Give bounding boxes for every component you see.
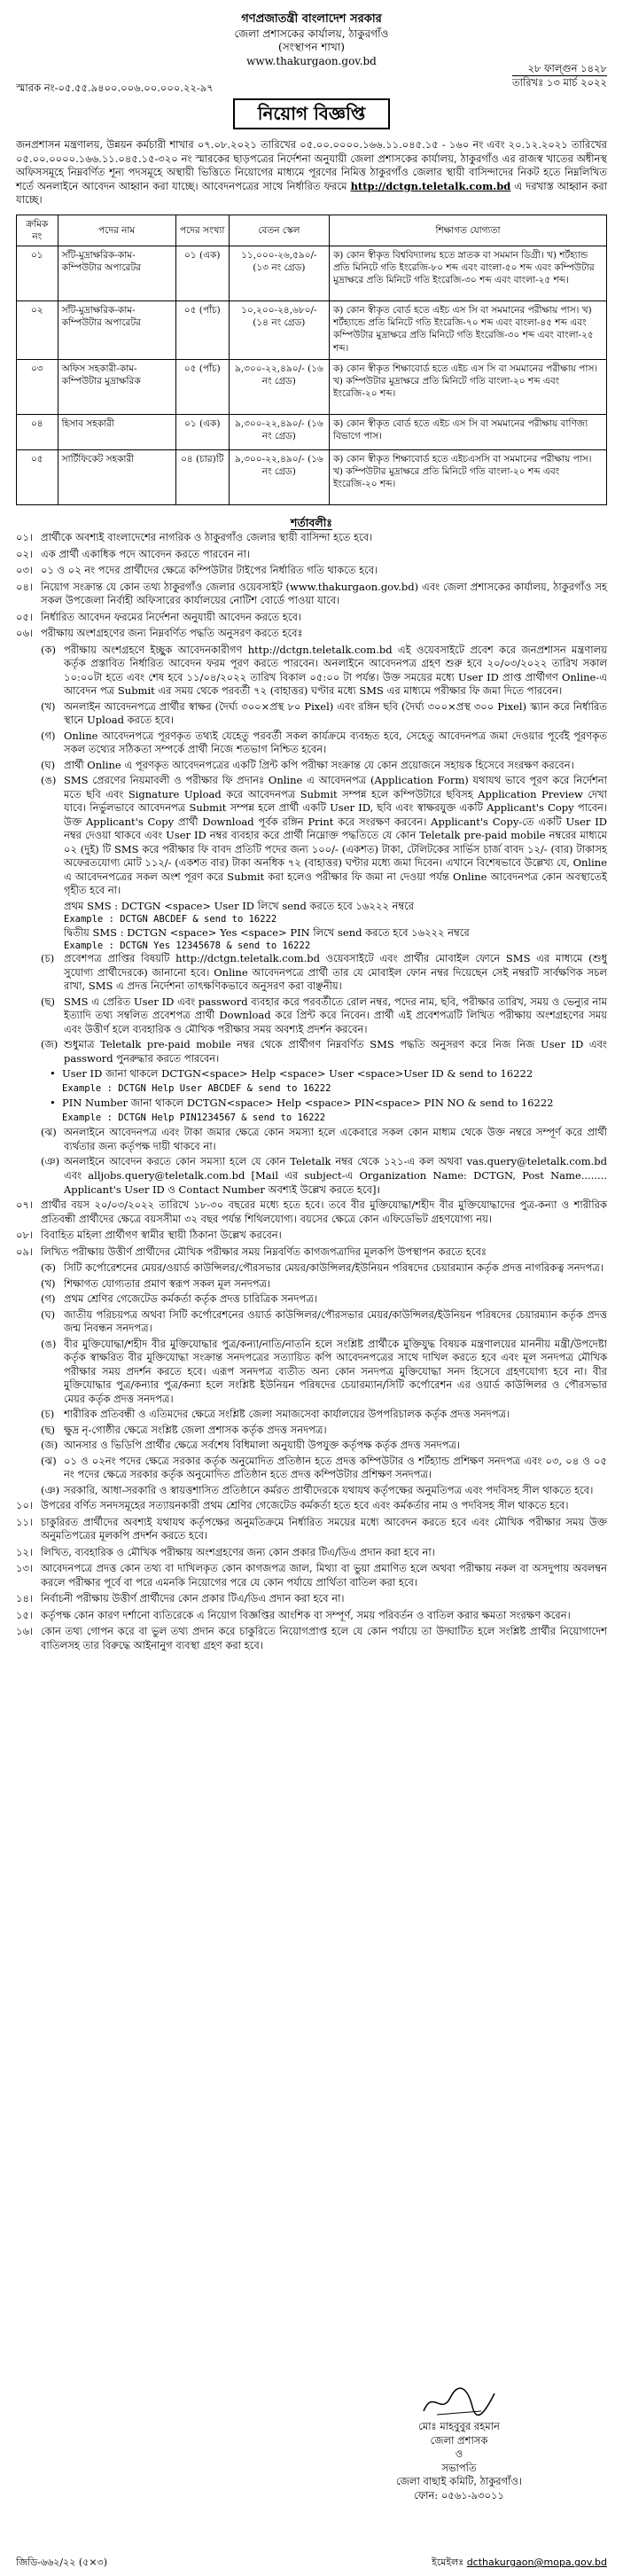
sms-first-label: প্রথম SMS : DCTGN <space> User ID লিখে send করতে হবে ১৬২২২ নম্বরে: [64, 899, 415, 912]
row-pay-scale: ১১,০০০-২৬,৫৯০/- (১৩ নং গ্রেড): [229, 246, 329, 301]
col-qualification: শিক্ষাগত যোগ্যতা: [329, 215, 606, 246]
footer-email: [432, 2556, 607, 2570]
condition-item: ১৫। কর্তৃপক্ষ কোন কারণ দর্শানো ব্যতিরেকে এ নিয়োগ বিজ্ঞপ্তির আংশিক বা সম্পূর্ণ, সময় পরিবর্তন ও বাতিল করার ক্ষমতা সংরক্ষণ করেন।: [16, 1608, 571, 1621]
sub-item: (ঝ) ০১ ও ০২নং পদের ক্ষেত্রে সরকার কর্তৃক অনুমোদিত প্রতিষ্ঠান হতে প্রদত্ত কম্পিউটার ও শর্টহ্যান্ড প্রশিক্ষণ সনদপত্র এবং ০৩, ০৪ ও ০৫ নং পদের ক্ষেত্রে সরকার কর্তৃক অনুমোদিত প্রতিষ্ঠান হতে প্রদত্ত কম্পিউটার প্রশিক্ষণ সনদপত্র।: [41, 1454, 607, 1481]
sms-second-label: দ্বিতীয় SMS : DCTGN <space> Yes <space> PIN লিখে send করতে হবে ১৬২২২ নম্বরে: [64, 925, 470, 939]
sub-item: (ক) সিটি কর্পোরেশনের মেয়র/ওয়ার্ড কাউন্সিলর/পৌরসভার মেয়র/কাউন্সিলর/ইউনিয়ন পরিষদের চেয়ারম্যান কর্তৃক প্রদত্ত নাগরিকত্ব সনদপত্র।: [41, 1261, 604, 1275]
bullet-item: • PIN Number জানা থাকলে DCTGN<space> Help <space> PIN<space> PIN NO & send to 16222 Example : DCTGN Help PIN1234567 & send to 16222: [50, 1097, 554, 1123]
signatory-role: সভাপতি: [441, 2461, 477, 2474]
sub-item: (খ) অনলাইন আবেদনপত্রে প্রার্থীর স্বাক্ষর (দৈর্ঘ্য ৩০০×প্রস্থ ৮০ Pixel) এবং রঙ্গিন ছবি (দৈর্ঘ্য ৩০০×প্রস্থ ৩০০ Pixel) স্ক্যান করে নির্ধারিত স্থানে Upload করতে হবে।: [41, 699, 607, 727]
row-serial: ০৪: [17, 415, 58, 450]
application-procedure: [16, 644, 607, 1197]
condition-item: ১৪। নির্বাচনী পরীক্ষায় উত্তীর্ণ প্রার্থীদের কোন প্রকার টিএ/ডিএ প্রদান করা হবে না।: [16, 1592, 345, 1605]
table-row: [17, 301, 607, 360]
row-serial: ০২: [17, 301, 58, 360]
email-link[interactable]: dcthakurgaon@mopa.gov.bd: [466, 2556, 607, 2568]
row-pay-scale: ১০,২০০-২৪,৬৮০/- (১৪ নং গ্রেড): [229, 301, 329, 360]
signature-block: [348, 2385, 570, 2502]
condition-item: ০৩। ০১ ও ০২ নং পদের প্রার্থীদের ক্ষেত্রে কম্পিউটার টাইপের নির্ধারিত গতি থাকতে হবে।: [16, 564, 378, 577]
row-qualification: ক) কোন স্বীকৃত শিক্ষাবোর্ড হতে এইচএসসি বা সমমানের পরীক্ষায় পাস। খ) কম্পিউটার মুদ্রাক্ষরে প্রতি মিনিটে গতি বাংলা-২০ শব্দ এবং ইংরেজি-২০ শব্দ।: [329, 450, 606, 505]
email-label: ইমেইলঃ: [432, 2556, 464, 2568]
conditions-list: [16, 531, 607, 1653]
sub-item: (জ) আনসার ও ভিডিপি প্রার্থীর ক্ষেত্রে সর্বশেষ বিধিমালা অনুযায়ী উপযুক্ত কর্তৃপক্ষ কর্তৃক প্রদত্ত সনদপত্র।: [41, 1439, 461, 1452]
table-row: [17, 450, 607, 505]
condition-item: ০৯। লিখিত পরীক্ষায় উত্তীর্ণ প্রার্থীদের মৌখিক পরীক্ষার সময় নিম্নবর্ণিত কাগজপত্রাদির মূলকপি উপস্থাপন করতে হবেঃ: [16, 1245, 487, 1258]
condition-item: ১৬। কোন তথ্য গোপন করে বা ভুল তথ্য প্রদান করে চাকুরিতে নিয়োগপ্রাপ্ত হলে যে কোন পর্যায়ে তা উদ্ঘাটিত হলে সংশ্লিষ্ট প্রার্থীর নিয়োগাদেশ বাতিলসহ তার বিরুদ্ধে আইনানুগ ব্যবস্থা গ্রহণ করা হবে।: [16, 1625, 607, 1651]
sub-item: (চ) প্রবেশপত্র প্রাপ্তির বিষয়টি http://dctgn.teletalk.com.bd ওয়েবসাইটে এবং প্রার্থীর মোবাইল ফোনে SMS এর মাধ্যমে (শুধু সুযোগ্য প্রার্থীদেরকে) জানানো হবে। Online আবেদনপত্রে প্রার্থী তার যে মোবাইল ফোন নম্বর দিয়েছেন সেই নম্বরটি সার্বক্ষণিক সচল রাখা, SMS এ প্রদত্ত নির্দেশনা তাৎক্ষণিকভাবে অনুসরণ করা বাঞ্ছনীয়।: [41, 952, 607, 993]
signatory-designation: জেলা প্রশাসক: [430, 2433, 488, 2447]
row-qualification: ক) কোন স্বীকৃত বোর্ড হতে এইচ এস সি বা সমমানের পরীক্ষায় পাস। খ) শর্টহ্যান্ডে প্রতি মিনিটে গতি ইংরেজি-৭০ শব্দ এবং বাংলা-৪৫ শব্দ এবং কম্পিউটার মুদ্রাক্ষরে প্রতি মিনিটে গতি ইংরেজি-৩০ শব্দ এবং বাংলা-২৫ শব্দ।: [329, 301, 606, 360]
table-row: [17, 415, 607, 450]
intro-suffix: এ দরখাস্ত আহ্বান করা যাচ্ছে।: [16, 179, 608, 207]
footer-code: জিডি-৬৬২/২২ (৫×৩): [16, 2556, 108, 2568]
table-header-row: [17, 215, 607, 246]
row-post-name: সাঁট-মুদ্রাক্ষরিক-কাম-কম্পিউটার অপারেটর: [58, 301, 175, 360]
condition-item: ১২। লিখিত, ব্যবহারিক ও মৌখিক পরীক্ষায় অংশগ্রহণের জন্য কোন প্রকার টিএ/ডিএ প্রদান করা হবে না।: [16, 1545, 435, 1558]
condition-item: ০৬। পরীক্ষায় অংশগ্রহণের জন্য নিম্নবর্ণিত পদ্ধতি অনুসরণ করতে হবেঃ: [16, 627, 303, 640]
condition-item: ০৮। বিবাহিত মহিলা প্রার্থীগণ স্বামীর স্থায়ী ঠিকানা উল্লেখ করবেন।: [16, 1229, 282, 1242]
row-pay-scale: ৯,৩০০-২২,৪৯০/- (১৬ নং গ্রেড): [229, 450, 329, 505]
date-label: তারিখঃ: [511, 76, 544, 90]
sub-item: (ঘ) প্রার্থী Online এ পূরণকৃত আবেদনপত্রের একটি প্রিন্ট কপি পরীক্ষা সংক্রান্ত যে কোন প্রয়োজনে সহায়ক হিসেবে সংরক্ষণ করবেন।: [41, 758, 574, 771]
required-documents: [16, 1261, 607, 1497]
row-post-name: হিসাব সহকারী: [58, 415, 175, 450]
condition-item: ০১। প্রার্থীকে অবশ্যই বাংলাদেশের নাগরিক ও ঠাকুরগাঁও জেলার স্থায়ী বাসিন্দা হতে হবে।: [16, 530, 373, 543]
condition-item: ১১। চাকুরিরত প্রার্থীদের অবশ্যই যথাযথ কর্তৃপক্ষের অনুমতিক্রমে নির্ধারিত সময়ের মধ্যে আবেদন করতে হবে এবং মৌখিক পরীক্ষার সময় উক্ত অনুমতিপত্রের মূলকপি প্রদর্শন করতে হবে।: [16, 1515, 607, 1542]
sub-item: (ঞ) সরকারি, আধা-সরকারি ও স্বায়ত্তশাসিত প্রতিষ্ঠানে কর্মরত প্রার্থীদেরকে যথাযথ কর্তৃপক্ষের অনুমতিপত্র এবং পদবিসহ সীল থাকতে হবে।: [41, 1483, 594, 1496]
signatory-name: মোঃ মাহবুবুর রহমান: [418, 2420, 500, 2432]
sub-item: (জ) শুধুমাত্র Teletalk pre-paid mobile নম্বর থেকে প্রার্থীগণ নিম্নবর্ণিত SMS পদ্ধতি অনুসরণ করে নিজ নিজ User ID এবং password পুনরুদ্ধার করতে পারবেন।: [41, 1038, 607, 1065]
website-link[interactable]: www.thakurgaon.gov.bd: [246, 55, 377, 68]
row-pay-scale: ৯,৩০০-২২,৪৯০/- (১৬ নং গ্রেড): [229, 360, 329, 415]
branch-name: (সংস্থাপন শাখা): [278, 41, 345, 54]
sms-second-example: Example : DCTGN Yes 12345678 & send to 16222: [64, 941, 311, 952]
signatory-committee: জেলা বাছাই কমিটি, ঠাকুরগাঁও।: [395, 2475, 523, 2488]
condition-item: ০৭। প্রার্থীর বয়স ২০/০৩/২০২২ তারিখে ১৮-৩০ বছরের মধ্যে হতে হবে। তবে বীর মুক্তিযোদ্ধা/শহীদ বীর মুক্তিযোদ্ধাদের পুত্র-কন্যা ও শারীরিক প্রতিবন্ধী প্রার্থীদের ক্ষেত্রে বয়সসীমা ৩২ বছর পর্যন্ত শিথিলযোগ্য। বয়সের ক্ষেত্রে কোন এফিডেভিট গ্রহণযোগ্য নয়।: [16, 1198, 607, 1225]
condition-item: ১৩। আবেদনপত্রে প্রদত্ত কোন তথ্য বা দাখিলকৃত কোন কাগজপত্র জাল, মিথ্যা বা ভুয়া প্রমাণিত হলে অথবা পরীক্ষায় নকল বা অসদুপায় অবলম্বন করলে পরীক্ষার পূর্বে বা পরে এমনকি নিয়োগের পরে যে কোন পর্যায়ে প্রার্থিতা বাতিল করা হবে।: [16, 1562, 607, 1589]
row-qualification: ক) কোন স্বীকৃত বোর্ড হতে এইচ এস সি বা সমমানের পরীক্ষায় বাণিজ্য বিভাগে পাস।: [329, 415, 606, 450]
date-block: [512, 62, 607, 90]
table-row: [17, 246, 607, 301]
col-pay-scale: বেতন স্কেল: [229, 215, 329, 246]
conditions-heading: শর্তাবলীঃ: [291, 516, 332, 530]
condition-item: ০৪। নিয়োগ সংক্রান্ত যে কোন তথ্য ঠাকুরগাঁও জেলার ওয়েবসাইট (www.thakurgaon.gov.bd) এবং জেলা প্রশাসকের কার্যালয়, ঠাকুরগাঁও সহ সকল উপজেলা নির্বাহী অফিসারের কার্যালয়ের নোটিশ বোর্ডে পাওয়া যাবে।: [16, 580, 607, 607]
row-post-count: ০৪ (চার)টি: [175, 450, 229, 505]
signature-image: [419, 2385, 499, 2420]
sub-item: (ঙ) SMS প্রেরণের নিয়মাবলী ও পরীক্ষার ফি প্রদানঃ Online এ আবেদনপত্র (Application Form) যথাযথ ভাবে পূরণ করে নির্দেশনা মতে ছবি এবং Signature Upload করে আবেদনপত্র Submit সম্পন্ন হলে কম্পিউটারে ছবিসহ Application Preview দেখা যাবে। নির্ভুলভাবে আবেদনপত্র Submit সম্পন্ন হলে প্রার্থী একটি User ID, ছবি এবং স্বাক্ষরযুক্ত একটি Applicant's Copy পাবেন। উক্ত Applicant's Copy প্রার্থী Download পূর্বক রঙ্গিন Print করে সংরক্ষণ করবেন। Applicant's Copy-তে একটি User ID নম্বর দেওয়া থাকবে এবং User ID নম্বর ব্যবহার করে প্রার্থী নিম্নোক্ত পদ্ধতিতে যে কোন Teletalk pre-paid mobile নম্বরের মাধ্যমে ০২ (দুই) টি SMS করে পরীক্ষার ফি বাবদ প্রতিটি পদের জন্য ১০০/- (একশত) টাকা, টেলিটকের সার্ভিস চার্জ বাবদ ১২/- (বার) টাকাসহ অফেরতযোগ্য মোট ১১২/- (একশত বার) টাকা অনধিক ৭২ (বাহাত্তর) ঘণ্টার মধ্যে জমা দিবেন। এখানে বিশেষভাবে উল্লেখ্য যে, Online এ আবেদনপত্রের সকল অংশ পূরণ করে Submit করা হলেও পরীক্ষার ফি জমা না দেওয়া পর্যন্ত Online আবেদনপত্র কোন অবস্থাতেই গৃহীত হবে না।: [41, 774, 607, 897]
date-english: ১৩ মার্চ ২০২২: [546, 76, 607, 90]
sub-item: (ঞ) অনলাইনে আবেদন করতে কোন সমস্যা হলে যে কোন Teletalk নম্বর থেকে ১২১-এ কল অথবা vas.query@teletalk.com.bd এবং alljobs.query@teletalk.com.bd [Mail এর subject-এ Organization Name: DCTGN, Post Name........ Applicant's User ID ও Contact Number অবশ্যই উল্লেখ করতে হবে]।: [41, 1155, 607, 1196]
table-row: [17, 360, 607, 415]
sub-item: (ঙ) বীর মুক্তিযোদ্ধা/শহীদ বীর মুক্তিযোদ্ধার পুত্র/কন্যা/নাতি/নাতনি হলে সংশ্লিষ্ট প্রার্থীকে মুক্তিযুদ্ধ বিষয়ক মন্ত্রণালয়ের মাননীয় মন্ত্রী/উপদেষ্টা কর্তৃক স্বাক্ষরিত বীর মুক্তিযোদ্ধা সংক্রান্ত সনদপত্রের সত্যায়িত কপি আবেদনপত্রের সাথে দাখিল করতে হবে এবং মূল সনদপত্র মৌখিক পরীক্ষার সময় প্রদর্শন করতে হবে। এরূপ সনদপত্র ব্যতীত অন্য কোন সনদপত্র মুক্তিযোদ্ধা সনদ হিসেবে গ্রহণযোগ্য হবে না। বীর মুক্তিযোদ্ধার পুত্র/কন্যার পুত্র/কন্যা হলে সংশ্লিষ্ট ইউনিয়ন পরিষদের চেয়ারম্যান/সিটি কর্পোরেশন এর ওয়ার্ড কাউন্সিলর ও পৌরসভার মেয়র কর্তৃক প্রদত্ত সনদপত্র।: [41, 1337, 607, 1405]
intro-text: জনপ্রশাসন মন্ত্রণালয়, উন্নয়ন কর্মচারী শাখার ০৭.০৮.২০২১ তারিখের ০৫.০০.০০০০.১৬৬.১১.০৪৫.১৫ - ১৬০ নং এবং ২০.১২.২০২১ তারিখের ০৫.০০.০০০০.১৬৬.১১.০৪৫.১৫-৩২০ নং স্মারকের ছাড়পত্রের নির্দেশনা অনুযায়ী জেলা প্রশাসকের কার্যালয়, ঠাকুরগাঁও এর রাজস্ব খাতের অধীনস্থ অফিসসমূহে নিম্নবর্ণিত শূন্য পদসমূহে অস্থায়ী ভিত্তিতে নিয়োগের মাধ্যমে পূরণের নিমিত্ত ঠাকুরগাঁও জেলার স্থায়ী বাসিন্দাদের নিকট হতে নিম্নলিখিত শর্তে অনলাইনে আবেদন আহ্বান করা যাচ্ছে। আবেদনপত্রের সাথে নির্ধারিত ফরমে: [16, 138, 607, 192]
row-post-name: অফিস সহকারী-কাম-কম্পিউটার মুদ্রাক্ষরিক: [58, 360, 175, 415]
memo-number: স্মারক নং-০৫.৫৫.৯৪০০.০০৬.০০.০০০.২২-৯৭: [16, 81, 214, 94]
condition-item: ০৫। নির্ধারিত আবেদন ফরমের নির্দেশনা অনুযায়ী আবেদন করতে হবে।: [16, 610, 301, 623]
government-name: গণপ্রজাতন্ত্রী বাংলাদেশ সরকার: [241, 12, 382, 26]
row-post-count: ০৫ (পাঁচ): [175, 301, 229, 360]
row-post-count: ০৫ (পাঁচ): [175, 360, 229, 415]
col-serial: ক্রমিক নং: [17, 215, 58, 246]
signature-scribble: [348, 2385, 570, 2420]
row-serial: ০৫: [17, 450, 58, 505]
condition-item: ১০। উপরের বর্ণিত সনদসমূহের সত্যায়নকারী প্রথম শ্রেণির গেজেটেড কর্মকর্তা হতে হবে এবং কর্মকর্তার নাম ও পদবিসহ সীল থাকতে হবে।: [16, 1499, 569, 1512]
office-name: জেলা প্রশাসকের কার্যালয়, ঠাকুরগাঁও: [234, 27, 389, 40]
sub-item: (ঝ) অনলাইনে আবেদনপত্র এবং টাকা জমার ক্ষেত্রে কোন সমস্যা হলে একেবারে সকল কোন মাধ্যম থেকে উক্ত নম্বরে সম্পূর্ণ করে প্রার্থী ব্যর্থতার জন্য কর্তৃপক্ষ দায়ী থাকবে না।: [41, 1126, 607, 1152]
row-post-count: ০১ (এক): [175, 246, 229, 301]
bullet-icon: •: [50, 1097, 56, 1110]
row-qualification: ক) কোন স্বীকৃত বিশ্ববিদ্যালয় হতে স্নাতক বা সমমান ডিগ্রী। খ) শর্টহ্যান্ড প্রতি মিনিটে গতি ইংরেজি-৮০ শব্দ এবং বাংলা-৫০ শব্দ এবং কম্পিউটার মুদ্রাক্ষরে প্রতি মিনিটে গতি ইংরেজি-৩০ শব্দ এবং বাংলা-২৫ শব্দ।: [329, 246, 606, 301]
row-serial: ০৩: [17, 360, 58, 415]
col-post-name: পদের নাম: [58, 215, 175, 246]
sub-item: (চ) শারীরিক প্রতিবন্ধী ও এতিমদের ক্ষেত্রে সংশ্লিষ্ট জেলা সমাজসেবা কার্যালয়ের উপপরিচালক কর্তৃক প্রদত্ত সনদপত্র।: [41, 1408, 510, 1421]
col-post-count: পদের সংখ্যা: [175, 215, 229, 246]
row-qualification: ক) কোন স্বীকৃত শিক্ষাবোর্ড হতে এইচ এস সি বা সমমানের পরীক্ষায় পাস। খ) কম্পিউটার মুদ্রাক্ষরে প্রতি মিনিটে গতি বাংলা-২০ শব্দ এবং ইংরেজি-২০ শব্দ।: [329, 360, 606, 415]
sub-item: (গ) Online আবেদনপত্রে পূরণকৃত তথ্যই যেহেতু পরবর্তী সকল কার্যক্রমে ব্যবহৃত হবে, সেহেতু আবেদনপত্র জমা দেওয়ার পূর্বেই পূরণকৃত সকল তথ্যের সঠিকতা সম্পর্কে প্রার্থী নিজে শতভাগ নিশ্চিত হবেন।: [41, 729, 607, 756]
posts-table: [16, 215, 607, 505]
row-post-name: সাঁট-মুদ্রাক্ষরিক-কাম-কম্পিউটার অপারেটর: [58, 246, 175, 301]
sub-item: (খ) শিক্ষাগত যোগ্যতার প্রমাণ স্বরূপ সকল মূল সনদপত্র।: [41, 1276, 271, 1290]
letterhead: [16, 12, 607, 69]
row-post-name: সার্টিফিকেট সহকারী: [58, 450, 175, 505]
sub-item: (ছ) ক্ষুদ্র নৃ-গোষ্ঠীর ক্ষেত্রে সংশ্লিষ্ট জেলা প্রশাসক কর্তৃক প্রদত্ত সনদপত্র।: [41, 1423, 327, 1436]
row-pay-scale: ৯,৩০০-২২,৪৯০/- (১৬ নং গ্রেড): [229, 415, 329, 450]
row-post-count: ০১ (এক): [175, 415, 229, 450]
sub-item: (ঘ) জাতীয় পরিচয়পত্র অথবা সিটি কর্পোরেশনের ওয়ার্ড কাউন্সিলর/পৌরসভার মেয়র/কাউন্সিলর/ইউনিয়ন পরিষদের চেয়ারম্যান কর্তৃক প্রদত্ত জন্ম নিবন্ধন সনদপত্র।: [41, 1308, 607, 1335]
bullet-icon: •: [50, 1067, 56, 1081]
sub-item: (ছ) SMS এ প্রেরিত User ID এবং password ব্যবহার করে পরবর্তীতে রোল নম্বর, পদের নাম, ছবি, পরীক্ষার তারিখ, সময় ও ভেন্যুর নাম ইত্যাদি তথ্য সম্বলিত প্রবেশপত্র প্রার্থী Download করে প্রিন্ট করে নিবেন। প্রার্থী এই প্রবেশপত্রটি লিখিত পরীক্ষায় অংশগ্রহণের সময় এবং উত্তীর্ণ হলে ব্যবহারিক ও মৌখিক পরীক্ষার সময় অবশ্যই প্রদর্শন করবেন।: [41, 995, 607, 1035]
intro-paragraph: [16, 138, 607, 207]
notice-title: নিয়োগ বিজ্ঞপ্তি: [233, 98, 391, 129]
sms-first-example: Example : DCTGN ABCDEF & send to 16222: [64, 914, 277, 925]
application-url-link[interactable]: http://dctgn.teletalk.com.bd: [350, 179, 511, 192]
date-bengali: ২৮ ফাল্গুন ১৪২৮: [512, 62, 607, 76]
sub-item: (গ) প্রথম শ্রেণির গেজেটেড কর্মকর্তা কর্তৃক প্রদত্ত চারিত্রিক সনদপত্র।: [41, 1292, 317, 1306]
signatory-phone: ফোন: ০৫৬১-৯৩০১১: [414, 2488, 504, 2502]
signatory-and: ও: [455, 2447, 463, 2461]
row-serial: ০১: [17, 246, 58, 301]
sms-instructions: [41, 900, 607, 952]
bullet-item: • User ID জানা থাকলে DCTGN<space> Help <space> User <space>User ID & send to 16222 Example : DCTGN Help User ABCDEF & send to 16222: [50, 1067, 533, 1094]
sub-item: (ক) পরীক্ষায় অংশগ্রহণে ইচ্ছুক আবেদনকারীগণ http://dctgn.teletalk.com.bd এই ওয়েবসাইটে প্রবেশ করে জনপ্রশাসন মন্ত্রণালয় কর্তৃক প্রস্তাবিত নির্ধারিত আবেদন ফরম পূরণ করতে পারবেন। অনলাইনে আবেদনপত্র গ্রহণ শুরু হবে ২০/০৩/২০২২ তারিখ সকাল ১০:০০টা হতে এবং শেষ হবে ১১/০৪/২০২২ তারিখ বিকাল ০৫:০০ টা পর্যন্ত। উক্ত সময়ের মধ্যে User ID প্রাপ্ত প্রার্থীগণ Online-এ আবেদন পত্র Submit এর সময় থেকে পরবর্তী ৭২ (বাহাত্তর) ঘণ্টার মধ্যে SMS এর মাধ্যমে পরীক্ষার ফি জমা দিতে পারবেন।: [41, 643, 607, 698]
condition-item: ০২। এক প্রার্থী একাধিক পদে আবেদন করতে পারবেন না।: [16, 547, 251, 560]
